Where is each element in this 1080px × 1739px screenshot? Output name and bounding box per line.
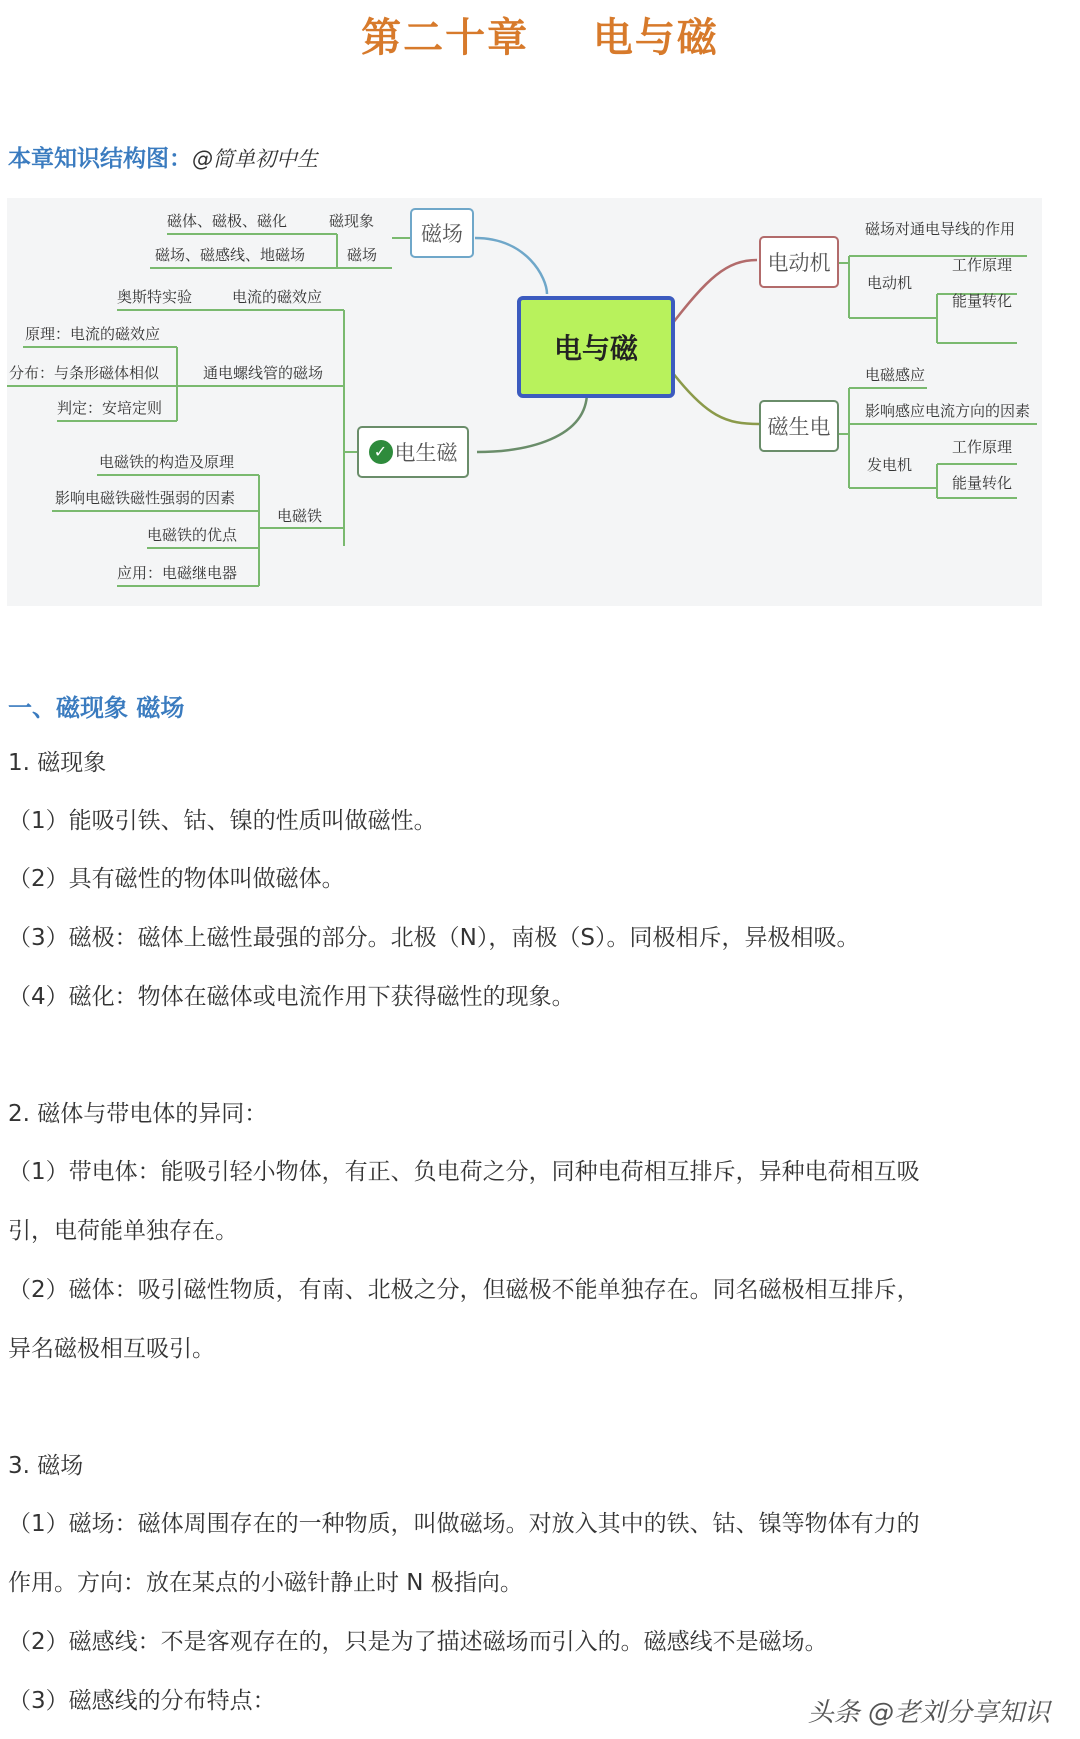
node-cichang: 磁场 (410, 208, 474, 258)
central-node: 电与磁 (517, 296, 675, 398)
check-icon: ✓ (369, 440, 393, 464)
line-2: （1）能吸引铁、钴、镍的性质叫做磁性。 (8, 808, 437, 834)
node-induction: 电磁感应 (865, 366, 926, 384)
node-force-on-wire: 磁场对通电导线的作用 (865, 220, 1016, 238)
node-electromagnet-factors: 影响电磁铁磁性强弱的因素 (55, 489, 236, 507)
node-electromagnet: 电磁铁 (277, 507, 323, 525)
node-field: 磁场 (347, 246, 378, 264)
node-magnetic-phenomena: 磁现象 (329, 212, 375, 230)
node-generator-energy: 能量转化 (952, 474, 1013, 492)
node-motor: 电动机 (867, 274, 913, 292)
node-solenoid-field: 通电螺线管的磁场 (203, 364, 324, 382)
line-6: 2. 磁体与带电体的异同： (8, 1101, 268, 1127)
node-motor-principle: 工作原理 (952, 256, 1013, 274)
node-diandongji: 电动机 (759, 236, 839, 288)
line-5: （4）磁化：物体在磁体或电流作用下获得磁性的现象。 (8, 984, 575, 1010)
line-15: （3）磁感线的分布特点： (8, 1688, 276, 1714)
watermark: 头条 @老刘分享知识 (807, 1698, 1050, 1728)
node-field-terms: 磁场、磁感线、地磁场 (155, 246, 306, 264)
chapter-title: 第二十章 电与磁 (361, 15, 719, 61)
structure-credit: @简单初中生 (192, 147, 318, 171)
node-electromagnet-advantages: 电磁铁的优点 (147, 526, 238, 544)
line-8: 引，电荷能单独存在。 (8, 1218, 238, 1244)
node-current-magnetic-effect: 电流的磁效应 (232, 288, 323, 306)
node-solenoid-principle: 原理：电流的磁效应 (25, 325, 161, 343)
line-9: （2）磁体：吸引磁性物质，有南、北极之分，但磁极不能单独存在。同名磁极相互排斥， (8, 1277, 920, 1303)
line-13: 作用。方向：放在某点的小磁针静止时 N 极指向。 (8, 1570, 523, 1596)
line-1: 1. 磁现象 (8, 750, 107, 776)
node-dianshengci (357, 426, 469, 478)
line-3: （2）具有磁性的物体叫做磁体。 (8, 866, 345, 892)
node-electromagnet-structure: 电磁铁的构造及原理 (99, 453, 235, 471)
node-ampere-rule: 判定：安培定则 (57, 399, 163, 417)
section-title: 一、磁现象 磁场 (8, 694, 185, 722)
mind-map (7, 198, 1042, 606)
node-induction-direction: 影响感应电流方向的因素 (865, 402, 1031, 420)
node-relay: 应用：电磁继电器 (117, 564, 238, 582)
line-10: 异名磁极相互吸引。 (8, 1336, 215, 1362)
node-cishengdian: 磁生电 (759, 400, 839, 452)
node-motor-energy: 能量转化 (952, 292, 1013, 310)
node-dianshengci-label: 电生磁 (394, 441, 458, 465)
node-solenoid-distribution: 分布：与条形磁体相似 (9, 364, 160, 382)
node-generator-principle: 工作原理 (952, 438, 1013, 456)
line-7: （1）带电体：能吸引轻小物体，有正、负电荷之分，同种电荷相互排斥，异种电荷相互吸 (8, 1159, 920, 1185)
line-14: （2）磁感线：不是客观存在的，只是为了描述磁场而引入的。磁感线不是磁场。 (8, 1629, 828, 1655)
line-4: （3）磁极：磁体上磁性最强的部分。北极（N），南极（S）。同极相斥，异极相吸。 (8, 925, 860, 951)
line-11: 3. 磁场 (8, 1453, 84, 1479)
line-12: （1）磁场：磁体周围存在的一种物质，叫做磁场。对放入其中的铁、钴、镍等物体有力的 (8, 1511, 920, 1537)
node-magnet-terms: 磁体、磁极、磁化 (167, 212, 288, 230)
structure-label: 本章知识结构图： (8, 146, 192, 172)
node-oersted: 奥斯特实验 (117, 288, 193, 306)
node-generator: 发电机 (867, 456, 913, 474)
structure-heading (8, 140, 318, 173)
